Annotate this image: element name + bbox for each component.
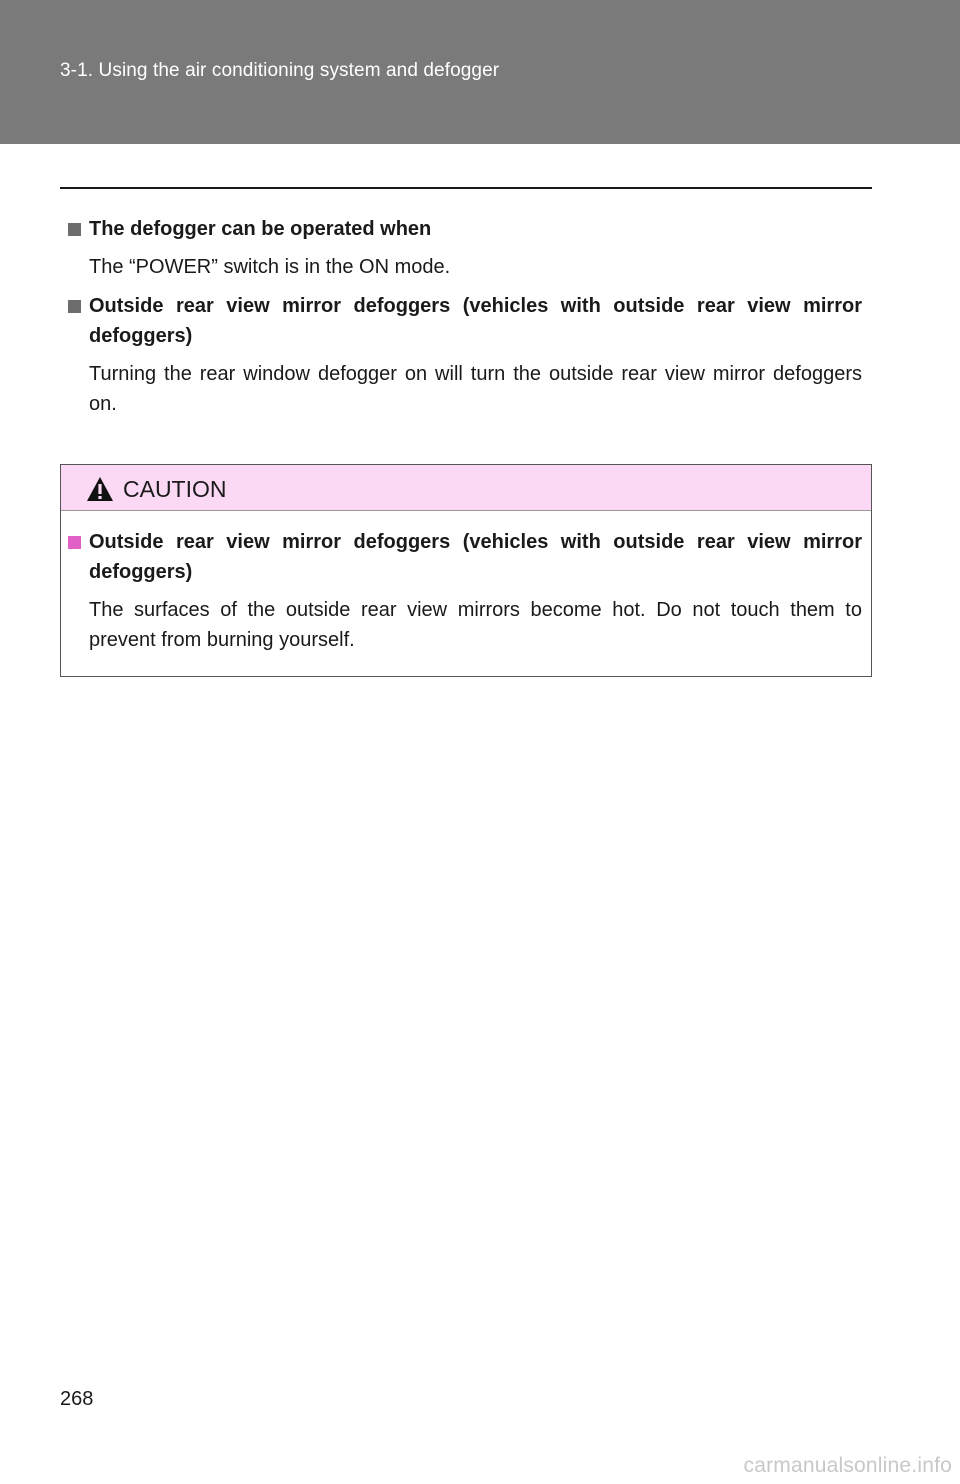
section-body: The “POWER” switch is in the ON mode. (89, 256, 451, 278)
section-heading-text: Outside rear view mirror defoggers (vehicles with outside rear view mirror defoggers) (89, 295, 862, 347)
section-title: 3-1. Using the air conditioning system and defogger (60, 60, 500, 81)
section-body: Turning the rear window defogger on will turn the outside rear view mirror defoggers on. (89, 363, 862, 415)
page-header-band (0, 0, 960, 144)
section-heading (68, 291, 862, 351)
caution-box (60, 464, 872, 677)
square-bullet-icon (68, 223, 81, 236)
caution-heading-text: Outside rear view mirror defoggers (vehicles with outside rear view mirror defoggers) (89, 531, 862, 583)
square-bullet-icon (68, 300, 81, 313)
caution-header (61, 465, 871, 511)
watermark: carmanualsonline.info (743, 1454, 952, 1477)
section-heading-text: The defogger can be operated when (89, 218, 432, 240)
horizontal-rule (60, 187, 872, 189)
page-number: 268 (60, 1388, 94, 1410)
section-heading (68, 214, 862, 244)
square-bullet-icon (68, 536, 81, 549)
caution-heading (68, 527, 862, 587)
section-defogger-operation (68, 214, 862, 282)
section-mirror-defoggers (68, 291, 862, 419)
caution-text: The surfaces of the outside rear view mirrors become hot. Do not touch them to prevent from burning yourself. (89, 599, 862, 651)
warning-triangle-icon (86, 476, 114, 502)
caution-body (68, 527, 862, 655)
caution-label: CAUTION (123, 476, 227, 502)
